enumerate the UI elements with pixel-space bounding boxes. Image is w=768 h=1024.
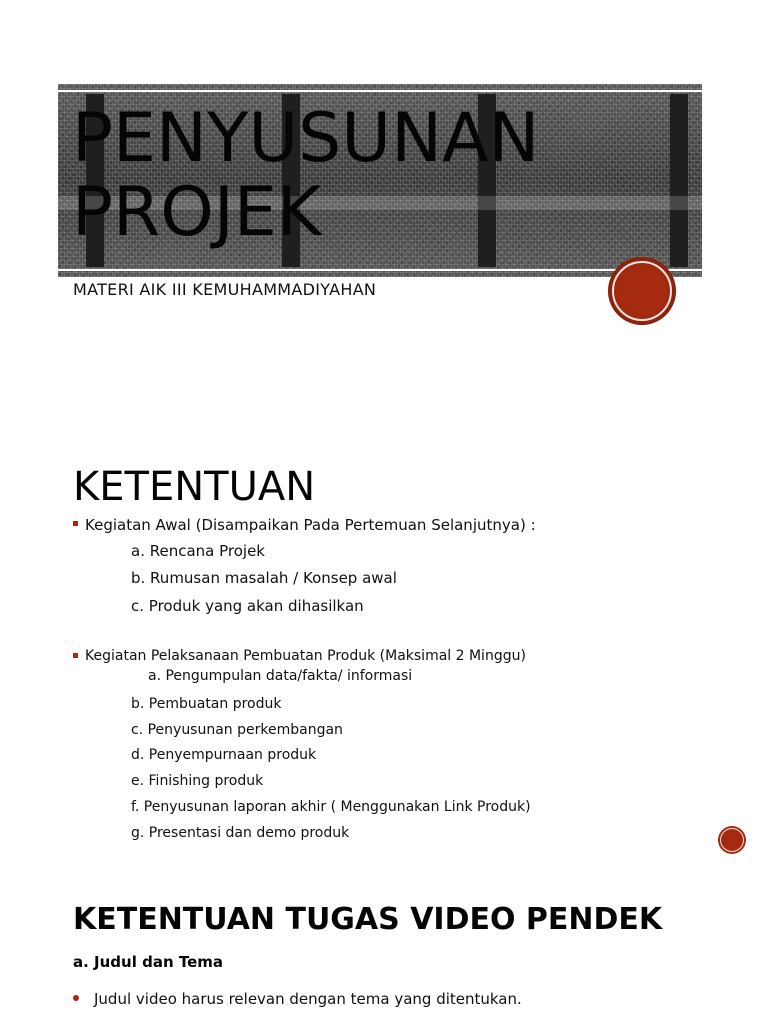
- list-item: [73, 990, 522, 1008]
- list-item: c. Penyusunan perkembangan: [131, 722, 343, 738]
- list-item: b. Rumusan masalah / Konsep awal: [131, 569, 397, 587]
- decorative-circle-icon: [718, 826, 746, 854]
- bullet-text: Judul video harus relevan dengan tema yang ditentukan.: [94, 990, 522, 1008]
- list-item: b. Pembuatan produk: [131, 696, 282, 712]
- banner-top-line: [58, 90, 702, 92]
- square-bullet-icon: [73, 521, 78, 526]
- banner-column: [670, 94, 688, 267]
- section-title-video-pendek: KETENTUAN TUGAS VIDEO PENDEK: [73, 902, 663, 937]
- page-subtitle: MATERI AIK III KEMUHAMMADIYAHAN: [73, 280, 377, 299]
- list-item: c. Produk yang akan dihasilkan: [131, 597, 364, 615]
- list-item: g. Presentasi dan demo produk: [131, 825, 350, 841]
- section-title-ketentuan: KETENTUAN: [73, 464, 316, 510]
- bullet-kegiatan-pelaksanaan: [73, 648, 526, 664]
- list-item: a. Pengumpulan data/fakta/ informasi: [148, 668, 413, 684]
- bullet-text: Kegiatan Awal (Disampaikan Pada Pertemuan Selanjutnya) :: [85, 516, 536, 534]
- bullet-kegiatan-awal: [73, 516, 536, 534]
- square-bullet-icon: [73, 653, 78, 658]
- list-item: a. Rencana Projek: [131, 542, 265, 560]
- title-line-2: PROJEK: [72, 173, 322, 252]
- list-item: f. Penyusunan laporan akhir ( Menggunakan Link Produk): [131, 799, 531, 815]
- decorative-circle-icon: [608, 257, 676, 325]
- list-item: e. Finishing produk: [131, 773, 264, 789]
- title-line-1: PENYUSUNAN: [72, 99, 540, 178]
- banner-bottom-line: [58, 269, 702, 271]
- round-bullet-icon: [73, 995, 79, 1001]
- bullet-text: Kegiatan Pelaksanaan Pembuatan Produk (Maksimal 2 Minggu): [85, 648, 526, 664]
- list-item: d. Penyempurnaan produk: [131, 747, 317, 763]
- page-title: [72, 99, 672, 252]
- sub-heading-judul-tema: a. Judul dan Tema: [73, 953, 224, 971]
